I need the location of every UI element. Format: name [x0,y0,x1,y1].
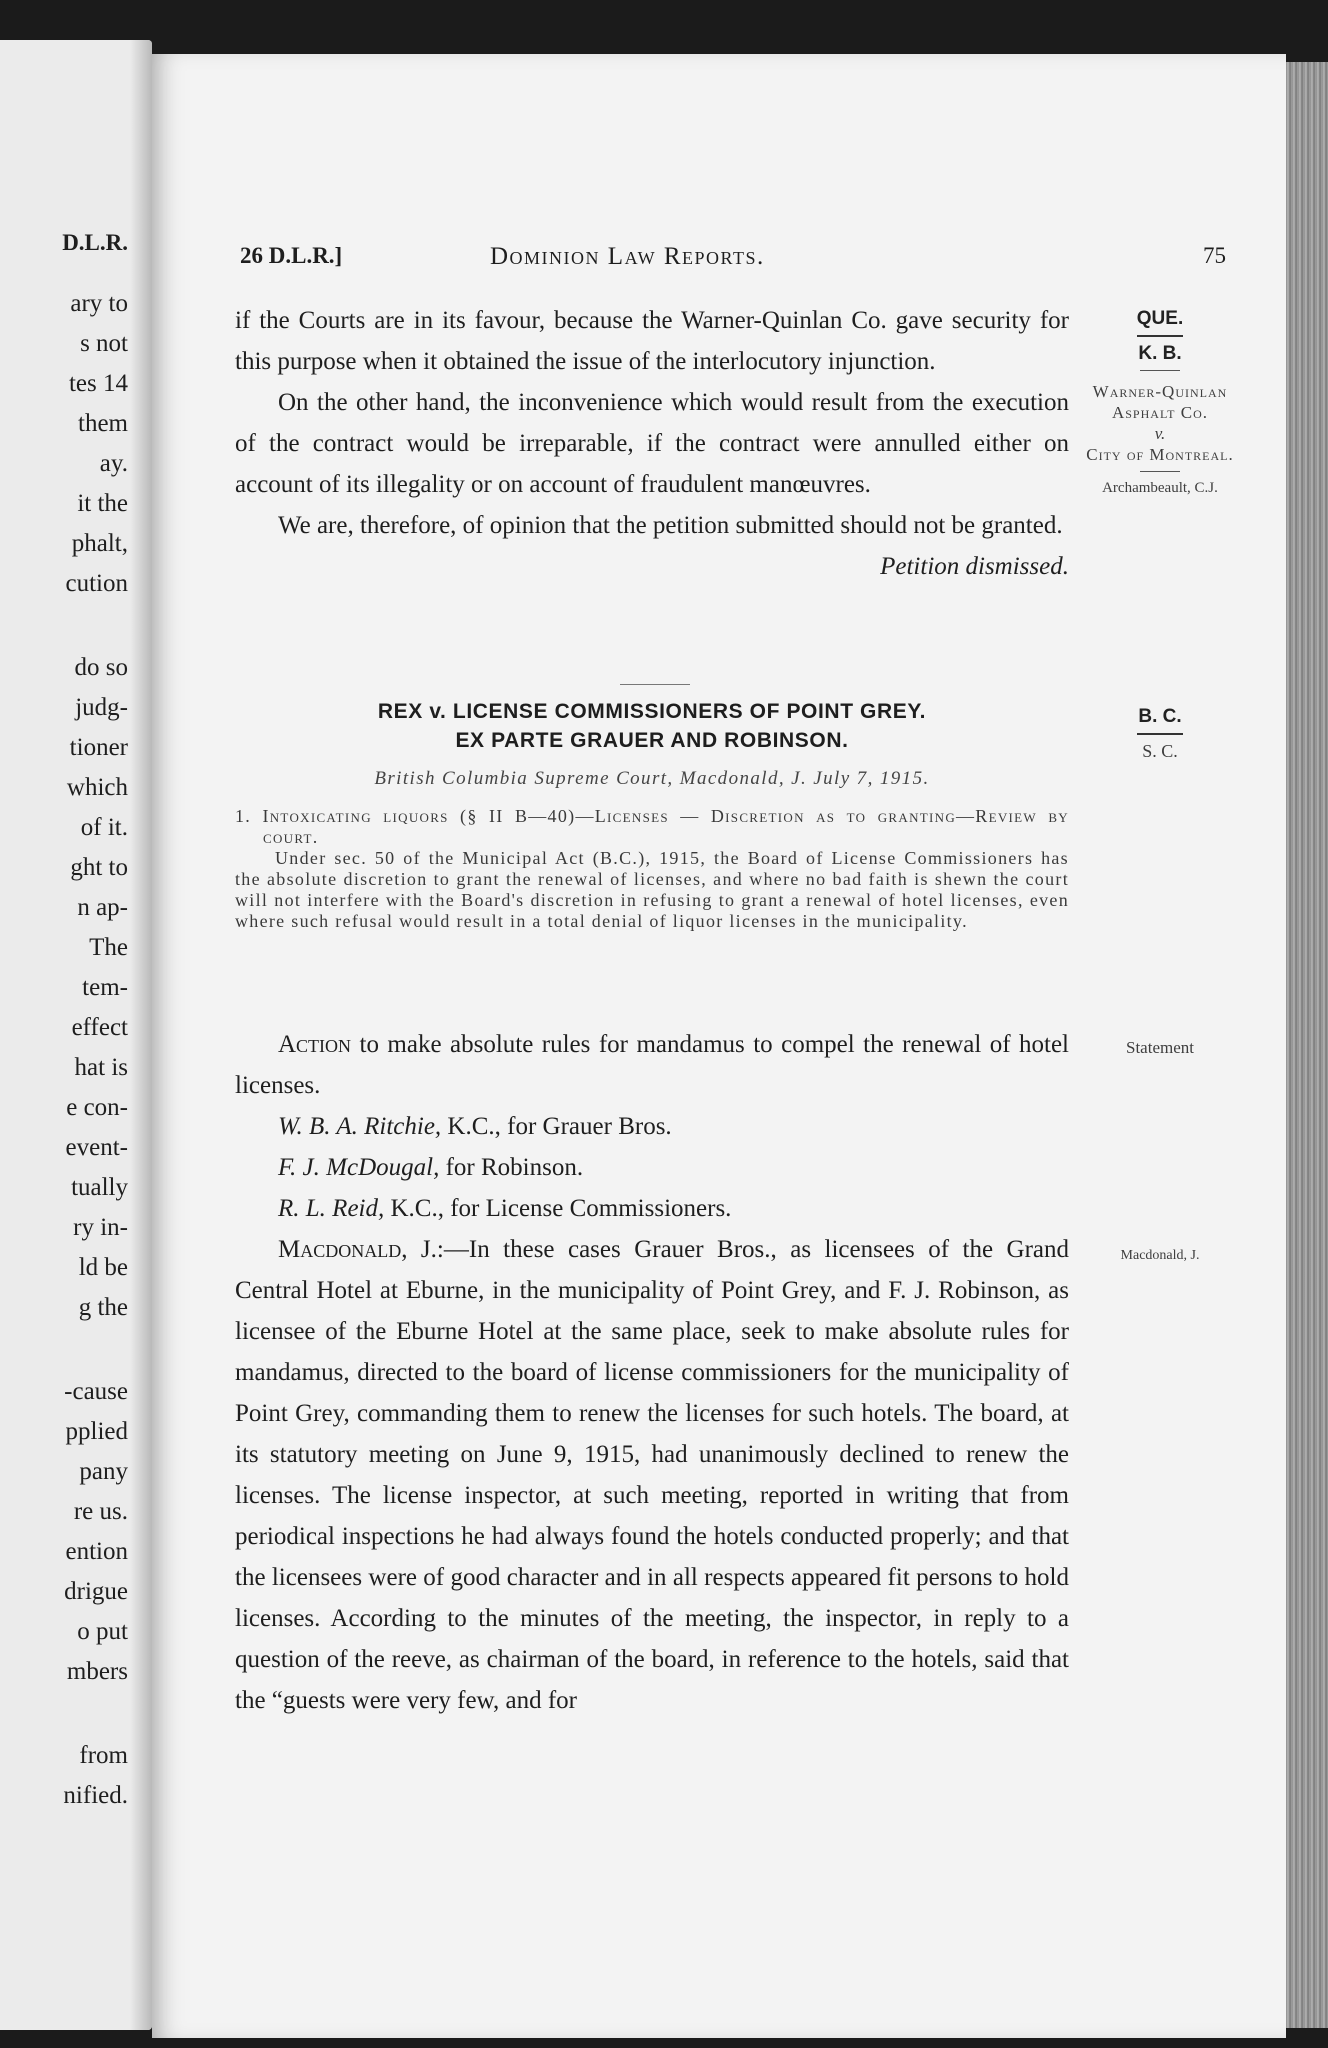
margin-judge: Archambeault, C.J. [1102,480,1218,496]
left-page-line: effect [71,1014,128,1041]
left-page-line: pany [79,1458,128,1485]
counsel-role: for Robinson. [439,1154,584,1181]
left-page-line: event- [65,1134,128,1161]
left-page-line: -cause [64,1378,128,1405]
left-page-line: do so [74,654,128,681]
left-page-line: it the [77,490,128,517]
left-page-line: of it. [80,814,128,841]
counsel-name: R. L. Reid, [278,1195,385,1222]
left-page-line: which [66,774,128,801]
left-page-line: from [79,1742,128,1769]
left-page-line: ld be [78,1254,128,1281]
left-page-line: ention [65,1538,128,1565]
margin-court: K. B. [1138,343,1182,364]
left-page-line: tes 14 [68,370,128,397]
margin-province: QUE. [1136,308,1184,329]
left-page-line: pplied [65,1418,128,1445]
left-page-line: nified. [63,1782,128,1809]
running-header-title: Dominion Law Reports. [490,243,765,270]
margin-judge: Macdonald, J. [1120,1248,1200,1263]
margin-province: B. C. [1138,706,1182,727]
case-title-line: EX PARTE GRAUER AND ROBINSON. [455,729,849,752]
judgment-text: —In these cases Grauer Bros., as licensees of the Grand Central Hotel at Eburne, in the municipality of Point Grey, and F. J. Robinson, as licensee of the Eburne Hotel at the same place, seek to make absolute rules for mandamus, directed to the board of license commissioners for the municipality of Point Grey, commanding them to renew the licenses for such hotels. The board, at its statutory meeting on June 9, 1915, had unanimously declined to renew the licenses. The license inspector, at such meeting, reported in writing that from periodical inspections he had always found the hotels conducted properly; and that the licensees were of good character and in all respects appeared fit persons to hold licenses. According to the minutes of the meeting, the inspector, in reply to a question of the reeve, as chairman of the board, in reference to the hotels, said that the “guests were very few, and for [235,1236,1070,1714]
left-page-line: The [89,934,128,961]
paragraph: On the other hand, the inconvenience which would result from the execution of the contract would be irreparable, if the contract were annulled either on account of its illegality or on account of fraudulent manœuvres. [235,389,1069,498]
margin-note-bc [1080,706,1240,762]
left-page-line: re us. [73,1498,128,1525]
counsel-line [235,1188,1069,1229]
margin-versus: v. [1154,424,1166,443]
judgment-lead: Macdonald, J.: [278,1236,444,1263]
continuation-text [235,300,1069,587]
headnote-body: Under sec. 50 of the Municipal Act (B.C.), 1915, the Board of License Commissioners has the absolute discretion to grant the renewal of licenses, and where no bad faith is shewn the court will not interfere with the Board's discretion in refusing to grant a renewal of hotel licenses, even where such refusal would result in a total denial of liquor licenses in the municipality. [235,848,1069,931]
margin-note-quebec [1080,308,1240,499]
margin-party: City of Montreal. [1086,445,1234,464]
margin-statement: Statement [1126,1038,1194,1057]
left-page-line: ght to [70,854,128,881]
page-number: 75 [1203,243,1226,268]
counsel-name: W. B. A. Ritchie, [278,1113,442,1140]
margin-rule [1140,471,1180,472]
section-divider [620,684,690,685]
statement-lead: Action [278,1031,352,1058]
left-page-line: tioner [69,734,128,761]
left-page-line: phalt, [71,530,128,557]
case-title [235,697,1069,755]
left-page-line: g the [78,1294,128,1321]
running-header-volume: 26 D.L.R.] [240,243,343,268]
judgment-paragraph [235,1229,1069,1721]
left-page-line: s not [80,330,128,357]
left-page-gutter-shadow [130,40,152,2030]
margin-rule [1140,370,1180,371]
margin-party: Warner-Quinlan Asphalt Co. [1092,382,1228,422]
headnote-catchwords: 1. Intoxicating liquors (§ II B—40)—Licenses — Discretion as to granting—Review by court. [235,806,1069,847]
counsel-role: K.C., for License Commissioners. [384,1195,732,1222]
counsel-line [235,1147,1069,1188]
statement-text: to make absolute rules for mandamus to compel the renewal of hotel licenses. [235,1031,1069,1099]
left-page-line: tually [71,1174,128,1201]
paragraph-text: We are, therefore, of opinion that the petition submitted should not be granted. [278,512,1063,539]
counsel-role: K.C., for Grauer Bros. [441,1113,672,1140]
left-page-line: ary to [70,290,128,317]
counsel-name: F. J. McDougal, [278,1154,440,1181]
left-page-line: ay. [99,450,128,477]
page-block-edge [1286,62,1328,2028]
disposition: Petition dismissed. [880,553,1069,580]
headnote [235,806,1069,932]
case-body-text [235,1024,1069,1721]
left-page-line: hat is [74,1054,128,1081]
left-page-line: them [78,410,128,437]
statement-paragraph [235,1024,1069,1106]
margin-court: S. C. [1142,741,1178,761]
left-page-header: D.L.R. [62,230,128,255]
left-page-line: judg- [75,694,128,721]
left-facing-page [0,40,152,2030]
left-page-line: drigue [64,1578,128,1605]
margin-rule [1137,733,1183,735]
left-page-line: ry in- [73,1214,128,1241]
court-line: British Columbia Supreme Court, Macdonald, J. July 7, 1915. [374,768,930,789]
left-page-line: mbers [66,1658,128,1685]
paragraph: if the Courts are in its favour, because the Warner-Quinlan Co. gave security for this purpose when it obtained the issue of the interlocutory injunction. [235,307,1069,375]
paragraph [235,505,1069,587]
left-page-line: cution [65,570,128,597]
left-page-line: o put [77,1618,128,1645]
counsel-line [235,1106,1069,1147]
left-page-line: e con- [66,1094,128,1121]
case-title-line: REX v. LICENSE COMMISSIONERS OF POINT GREY. [377,700,927,723]
left-page-line: tem- [82,974,128,1001]
margin-rule [1137,335,1183,337]
left-page-line: n ap- [77,894,128,921]
